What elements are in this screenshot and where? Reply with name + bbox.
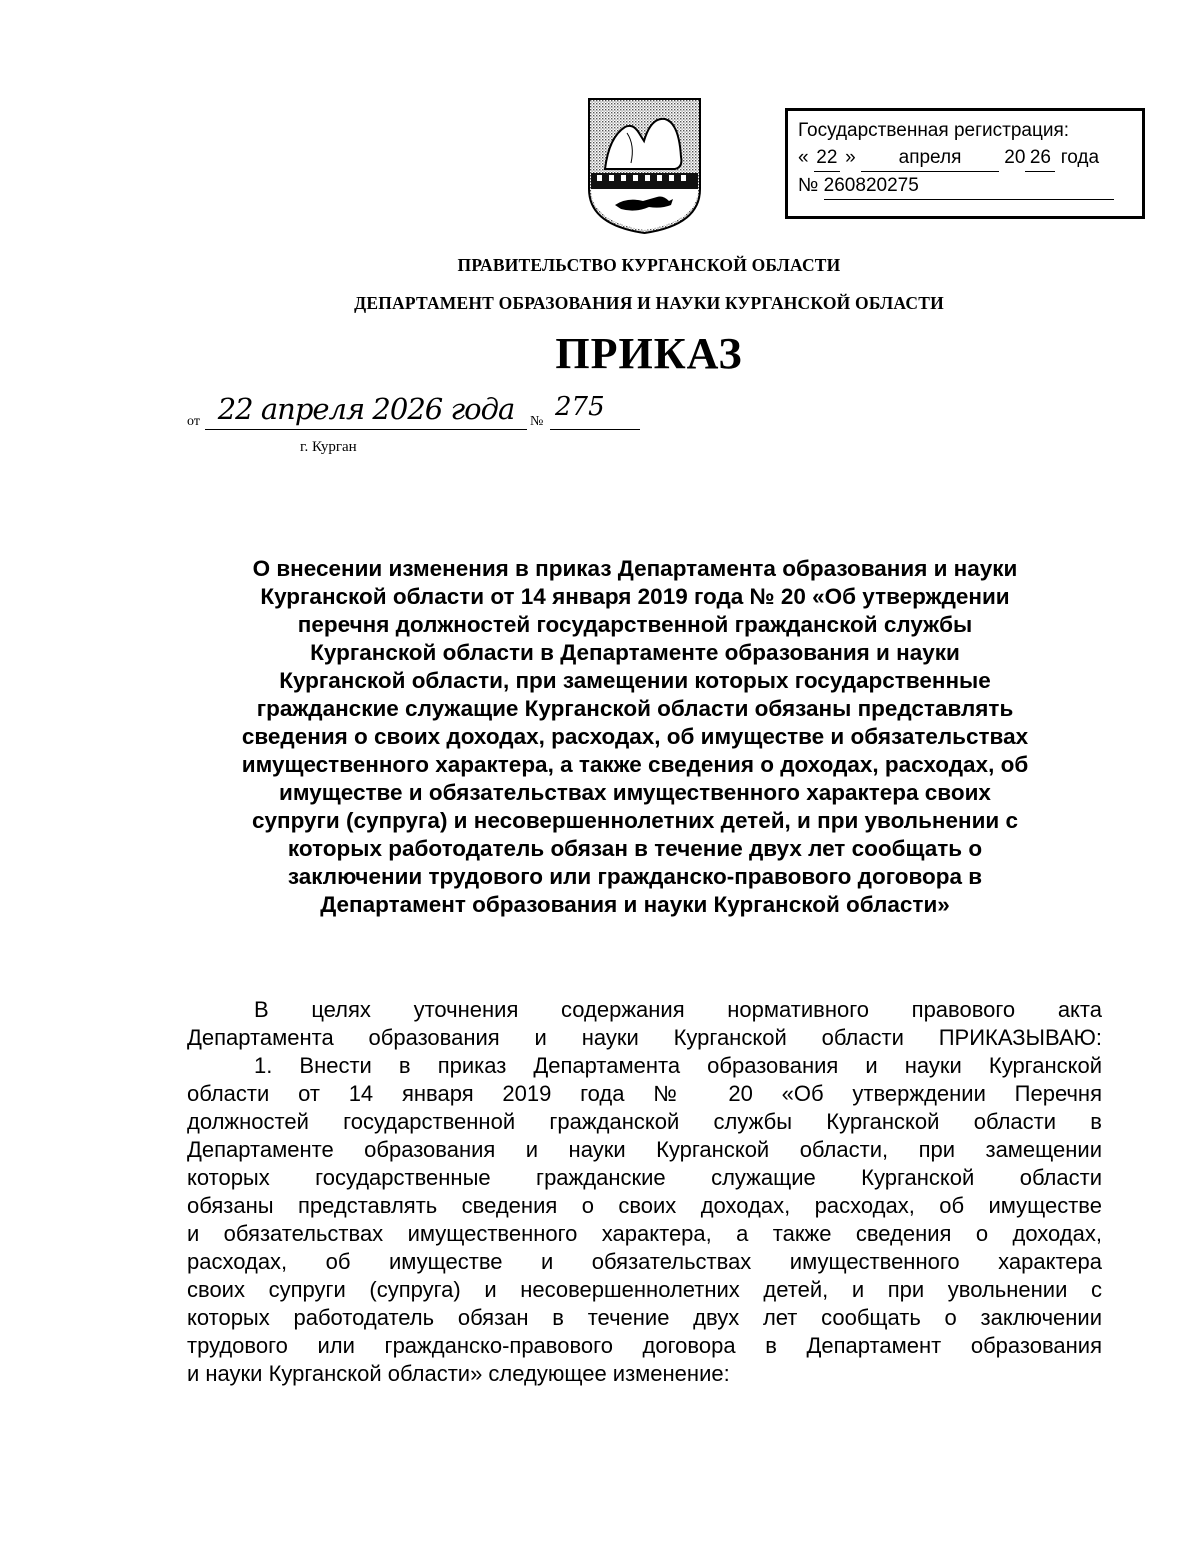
subject-line: Курганской области, при замещении которых государственные xyxy=(279,668,991,693)
handwritten-order-number: 275 xyxy=(555,392,605,422)
number-label: № xyxy=(530,414,544,429)
body-line: Департаменте образования и науки Курганской области, при замещении xyxy=(187,1137,1102,1162)
subject-line: имущественного характера, а также сведения о доходах, расходах, об xyxy=(241,752,1029,777)
body-line: которых государственные гражданские служащие Курганской области xyxy=(187,1165,1102,1190)
quote-close: » xyxy=(845,147,856,168)
from-label: от xyxy=(187,414,200,429)
body-line: трудового или гражданско-правового договора в Департамент образования xyxy=(187,1333,1102,1358)
registration-year-prefix: 20 xyxy=(1004,147,1026,168)
subject-line: Курганской области в Департаменте образования и науки xyxy=(310,640,960,665)
department-heading: ДЕПАРТАМЕНТ ОБРАЗОВАНИЯ И НАУКИ КУРГАНСКОЙ ОБЛАСТИ xyxy=(354,293,944,313)
registration-number: 260820275 xyxy=(824,172,1114,200)
subject-line: гражданские служащие Курганской области обязаны представлять xyxy=(256,696,1014,721)
registration-day: 22 xyxy=(814,144,840,172)
registration-year-word: года xyxy=(1060,147,1100,168)
subject-line: которых работодатель обязан в течение двух лет сообщать о xyxy=(287,836,983,861)
registration-number-label: № xyxy=(798,175,819,196)
order-subject xyxy=(170,555,1100,919)
body-line: расходах, об имуществе и обязательствах имущественного характера xyxy=(187,1249,1102,1274)
number-underline xyxy=(550,429,640,430)
subject-line: супруги (супруга) и несовершеннолетних детей, и при увольнении с xyxy=(251,808,1019,833)
body-line: и науки Курганской области» следующее изменение: xyxy=(187,1361,730,1386)
city-label: г. Курган xyxy=(300,439,357,455)
registration-title: Государственная регистрация: xyxy=(798,120,1070,141)
order-date-number-row xyxy=(187,392,647,458)
subject-line: имуществе и обязательствах имущественного характера своих xyxy=(279,780,991,805)
government-heading: ПРАВИТЕЛЬСТВО КУРГАНСКОЙ ОБЛАСТИ xyxy=(457,255,841,275)
subject-line: Департамент образования и науки Курганской области» xyxy=(320,892,950,917)
subject-line: О внесении изменения в приказ Департамента образования и науки xyxy=(252,556,1018,581)
body-line: своих супруги (супруга) и несовершеннолетних детей, и при увольнении с xyxy=(187,1277,1102,1302)
registration-date xyxy=(798,144,1132,172)
date-underline xyxy=(205,429,527,430)
document-type-title: ПРИКАЗ xyxy=(555,329,743,378)
body-line: Департамента образования и науки Курганской области ПРИКАЗЫВАЮ: xyxy=(187,1025,1102,1050)
registration-month: апреля xyxy=(861,144,999,172)
subject-line: Курганской области от 14 января 2019 года № 20 «Об утверждении xyxy=(260,584,1010,609)
body-line: которых работодатель обязан в течение двух лет сообщать о заключении xyxy=(187,1305,1102,1330)
subject-line: заключении трудового или гражданско-правового договора в xyxy=(287,864,983,889)
body-line: 1. Внести в приказ Департамента образования и науки Курганской xyxy=(254,1053,1102,1078)
body-line: должностей государственной гражданской службы Курганской области в xyxy=(187,1109,1102,1134)
body-line: области от 14 января 2019 года № 20 «Об утверждении Перечня xyxy=(187,1081,1102,1106)
coat-of-arms-emblem xyxy=(587,97,702,235)
handwritten-order-date: 22 апреля 2026 года xyxy=(217,392,515,426)
subject-line: перечня должностей государственной гражданской службы xyxy=(297,612,973,637)
registration-year-suffix: 26 xyxy=(1025,144,1055,172)
registration-number-row xyxy=(798,172,1132,200)
body-line: и обязательствах имущественного характера, а также сведения о доходах, xyxy=(187,1221,1102,1246)
quote-open: « xyxy=(798,147,809,168)
subject-line: сведения о своих доходах, расходах, об имуществе и обязательствах xyxy=(241,724,1029,749)
body-line: В целях уточнения содержания нормативного правового акта xyxy=(254,997,1102,1022)
state-registration-box xyxy=(785,108,1145,219)
order-body xyxy=(187,996,1102,1388)
body-line: обязаны представлять сведения о своих доходах, расходах, об имуществе xyxy=(187,1193,1102,1218)
